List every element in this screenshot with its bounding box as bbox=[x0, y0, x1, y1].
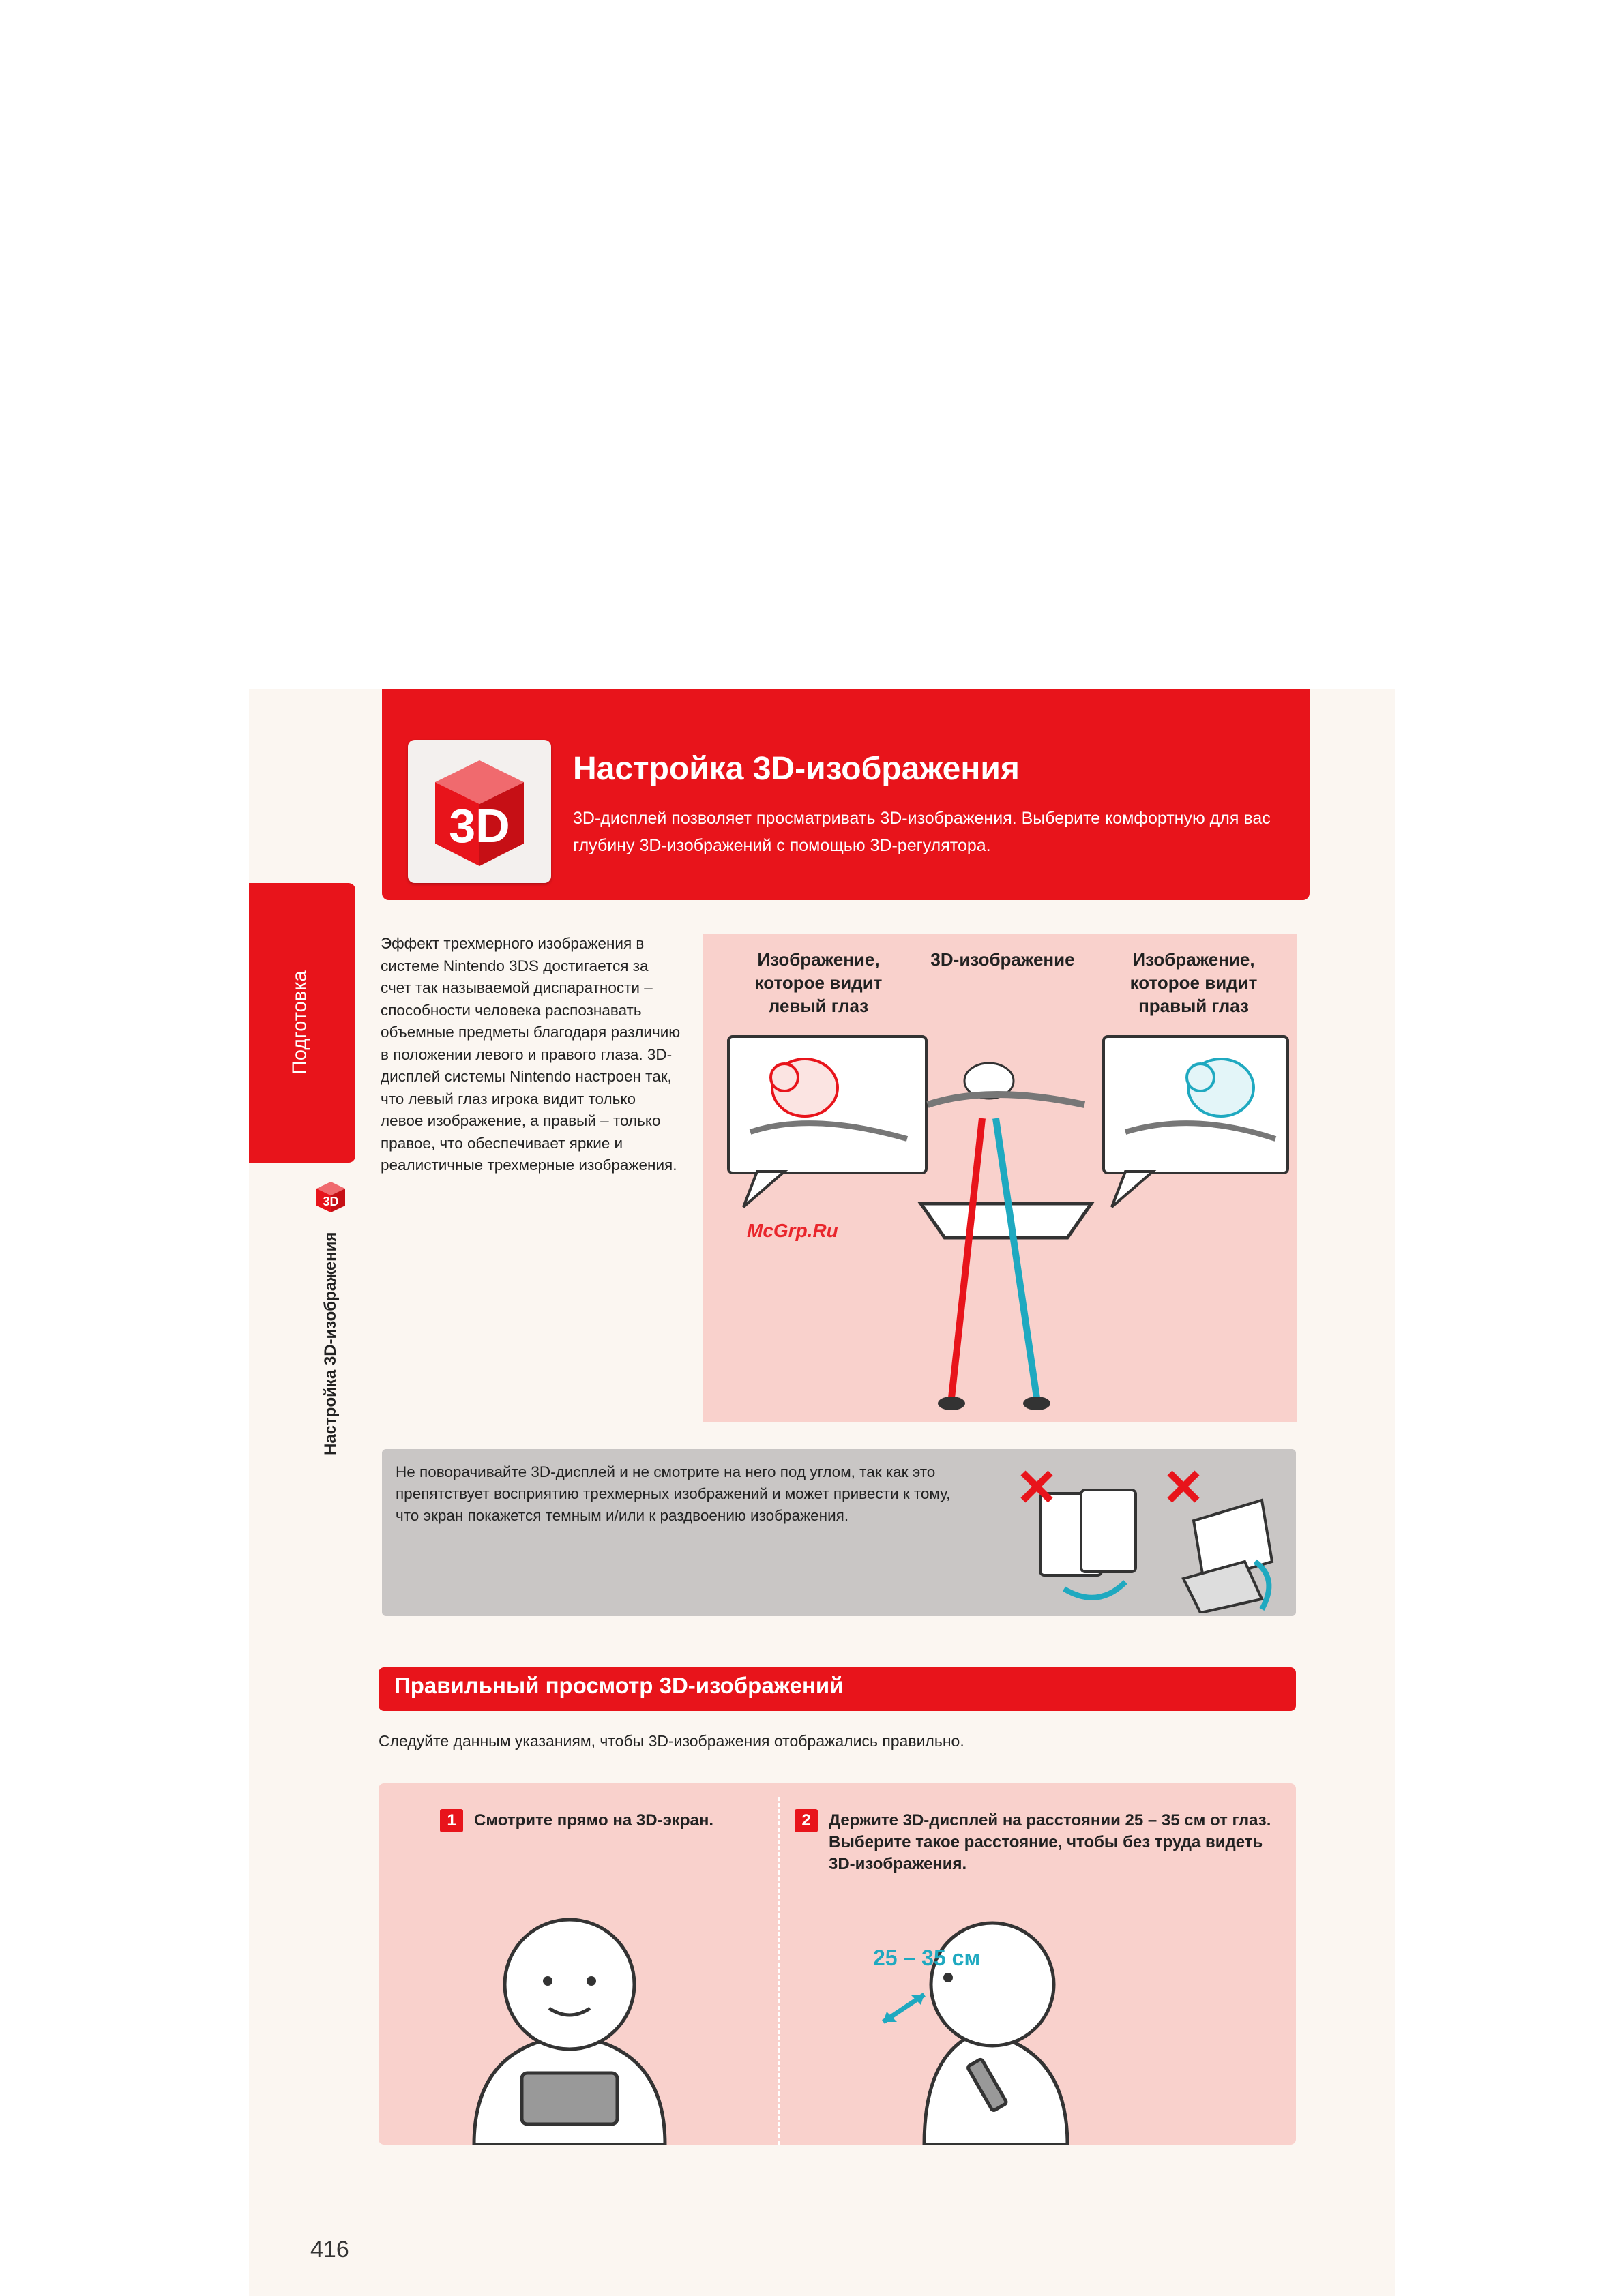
left-eye-bubble bbox=[728, 1037, 926, 1207]
left-eye-ray bbox=[951, 1118, 982, 1398]
left-eye-label: Изображение, которое видит левый глаз bbox=[754, 949, 883, 1016]
step-2-number: 2 bbox=[795, 1809, 818, 1832]
logo-text: 3D bbox=[449, 799, 510, 852]
person-front-illustration bbox=[474, 1920, 665, 2145]
watermark: McGrp.Ru bbox=[747, 1220, 838, 1241]
warning-text: Не поворачивайте 3D-дисплей и не смотрите на него под углом, так как это препятствует восприятию трехмерных изображений и может привести к тому, что экран покажется темным и/или к раздвоению изображения. bbox=[396, 1463, 951, 1524]
side-icon-text: 3D bbox=[323, 1195, 339, 1208]
step-1-text: Смотрите прямо на 3D-экран. bbox=[474, 1811, 713, 1830]
x-mark-icon bbox=[1170, 1473, 1197, 1500]
section-subtitle: Следуйте данным указаниям, чтобы 3D-изображения отображались правильно. bbox=[379, 1732, 964, 1750]
distance-label: 25 – 35 см bbox=[873, 1945, 981, 1970]
3d-logo bbox=[408, 740, 551, 883]
step-1-number: 1 bbox=[440, 1809, 463, 1832]
tilted-device-illustration bbox=[1170, 1473, 1272, 1613]
center-3d-bird bbox=[928, 1063, 1084, 1105]
step-2-text: Держите 3D-дисплей на расстоянии 25 – 35 см от глаз. Выберите такое расстояние, чтобы без труда видеть 3D-изображения. bbox=[829, 1811, 1271, 1873]
intro-paragraph: Эффект трехмерного изображения в системе Nintendo 3DS достигается за счет так называемой диспаратности – способности человека распознавать объемные предметы благодаря различию в положении левого и правого глаза. 3D-дисплей системы Nintendo настроен так, что левый глаз игрока видит только левое изображение, а правый – только правое, что обеспечивает яркие и реалистичные трехмерные изображения. bbox=[381, 935, 681, 1174]
warning-illustration bbox=[1009, 1459, 1282, 1613]
diagram-illustration bbox=[703, 934, 1297, 1422]
header-intro: 3D-дисплей позволяет просматривать 3D-изображения. Выберите комфортную для вас глубину 3D-изображений с помощью 3D-регулятора. bbox=[573, 809, 1271, 855]
right-eye-ray bbox=[996, 1118, 1037, 1398]
x-mark-icon bbox=[1023, 1473, 1050, 1500]
left-eye-icon bbox=[938, 1397, 965, 1410]
steps-illustration bbox=[379, 1882, 1296, 2145]
3d-section-icon bbox=[312, 1178, 349, 1215]
side-section-label: Настройка 3D-изображения bbox=[321, 1232, 340, 1455]
right-eye-label: Изображение, которое видит правый глаз bbox=[1130, 949, 1258, 1016]
page-number: 416 bbox=[310, 2237, 349, 2263]
section-title: Правильный просмотр 3D-изображений bbox=[394, 1673, 844, 1698]
right-eye-icon bbox=[1023, 1397, 1050, 1410]
side-tab-label: Подготовка bbox=[289, 970, 311, 1075]
rotated-device-illustration bbox=[1023, 1473, 1136, 1598]
3d-cube-icon bbox=[408, 740, 551, 883]
right-eye-bubble bbox=[1104, 1037, 1288, 1207]
page-title: Настройка 3D-изображения bbox=[573, 751, 1020, 787]
side-eye bbox=[943, 1973, 953, 1982]
center-3d-label: 3D-изображение bbox=[930, 949, 1075, 970]
